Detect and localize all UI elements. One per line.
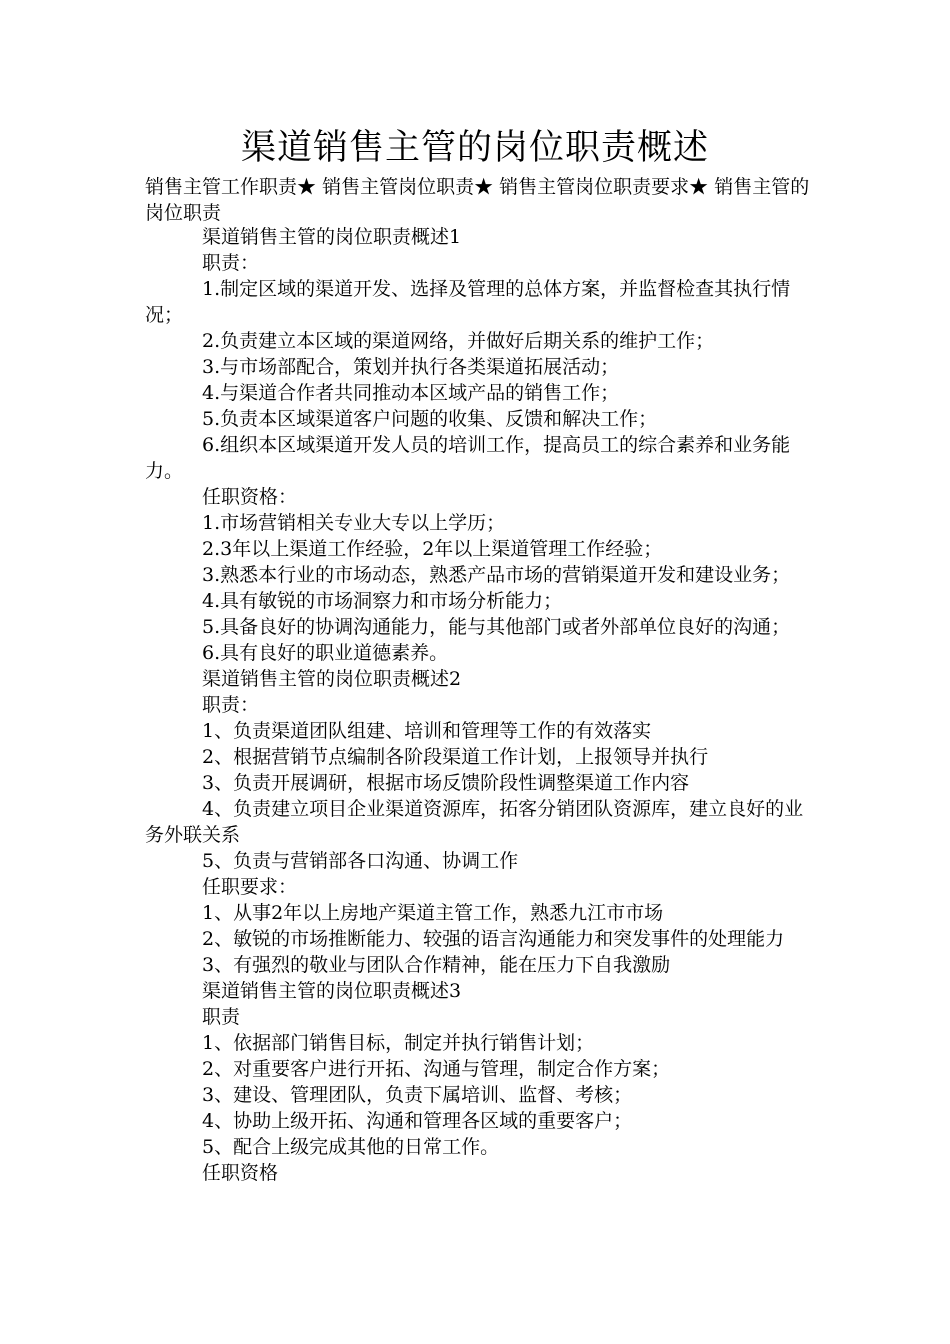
list-item: 3、有强烈的敬业与团队合作精神，能在压力下自我激励 [202, 954, 671, 976]
list-item: 5.负责本区域渠道客户问题的收集、反馈和解决工作； [202, 408, 658, 430]
subheading-duties: 职责： [202, 252, 260, 274]
list-item: 1.制定区域的渠道开发、选择及管理的总体方案，并监督检查其执行情况； [145, 278, 791, 326]
list-item: 1、依据部门销售目标，制定并执行销售计划； [202, 1032, 595, 1054]
section-heading-3: 渠道销售主管的岗位职责概述3 [202, 980, 462, 1002]
list-item: 3.熟悉本行业的市场动态，熟悉产品市场的营销渠道开发和建设业务； [202, 564, 791, 586]
section-heading-1: 渠道销售主管的岗位职责概述1 [202, 226, 462, 248]
document-title: 渠道销售主管的岗位职责概述 [240, 128, 709, 168]
list-item: 4、协助上级开拓、沟通和管理各区域的重要客户； [202, 1110, 633, 1132]
related-links [145, 174, 815, 226]
related-link-sales-supervisor-duties[interactable]: 销售主管工作职责★ [145, 176, 317, 198]
list-item: 3.与市场部配合，策划并执行各类渠道拓展活动； [202, 356, 620, 378]
list-item: 2、根据营销节点编制各阶段渠道工作计划，上报领导并执行 [202, 746, 709, 768]
list-item: 2.负责建立本区域的渠道网络，并做好后期关系的维护工作； [202, 330, 715, 352]
list-item: 4.与渠道合作者共同推动本区域产品的销售工作； [202, 382, 620, 404]
list-item: 4.具有敏锐的市场洞察力和市场分析能力； [202, 590, 563, 612]
subheading-requirements: 任职要求： [202, 876, 298, 898]
related-link-sales-supervisor-job-requirements[interactable]: 销售主管岗位职责要求★ [499, 176, 709, 198]
subheading-duties: 职责： [202, 694, 260, 716]
list-item: 1.市场营销相关专业大专以上学历； [202, 512, 506, 534]
related-link-sales-supervisor-responsibilities[interactable]: 销售主管的岗位职责 [145, 176, 810, 224]
list-item: 5.具备良好的协调沟通能力，能与其他部门或者外部单位良好的沟通； [202, 616, 791, 638]
related-link-sales-supervisor-job-duties[interactable]: 销售主管岗位职责★ [322, 176, 494, 198]
list-item: 2.3年以上渠道工作经验，2年以上渠道管理工作经验； [202, 538, 663, 560]
list-item: 5、配合上级完成其他的日常工作。 [202, 1136, 500, 1158]
list-item: 2、敏锐的市场推断能力、较强的语言沟通能力和突发事件的处理能力 [202, 928, 785, 950]
list-item: 3、负责开展调研，根据市场反馈阶段性调整渠道工作内容 [202, 772, 690, 794]
subheading-qualifications: 任职资格 [202, 1162, 279, 1184]
list-item: 3、建设、管理团队，负责下属培训、监督、考核； [202, 1084, 633, 1106]
subheading-qualifications: 任职资格： [202, 486, 298, 508]
list-item: 4、负责建立项目企业渠道资源库，拓客分销团队资源库，建立良好的业务外联关系 [145, 798, 804, 846]
list-item: 5、负责与营销部各口沟通、协调工作 [202, 850, 519, 872]
section-heading-2: 渠道销售主管的岗位职责概述2 [202, 668, 462, 690]
list-item: 6.组织本区域渠道开发人员的培训工作，提高员工的综合素养和业务能力。 [145, 434, 791, 482]
subheading-duties: 职责 [202, 1006, 241, 1028]
list-item: 1、负责渠道团队组建、培训和管理等工作的有效落实 [202, 720, 652, 742]
list-item: 1、从事2年以上房地产渠道主管工作，熟悉九江市市场 [202, 902, 664, 924]
list-item: 2、对重要客户进行开拓、沟通与管理，制定合作方案； [202, 1058, 671, 1080]
document-body [145, 224, 810, 1186]
list-item: 6.具有良好的职业道德素养。 [202, 642, 449, 664]
